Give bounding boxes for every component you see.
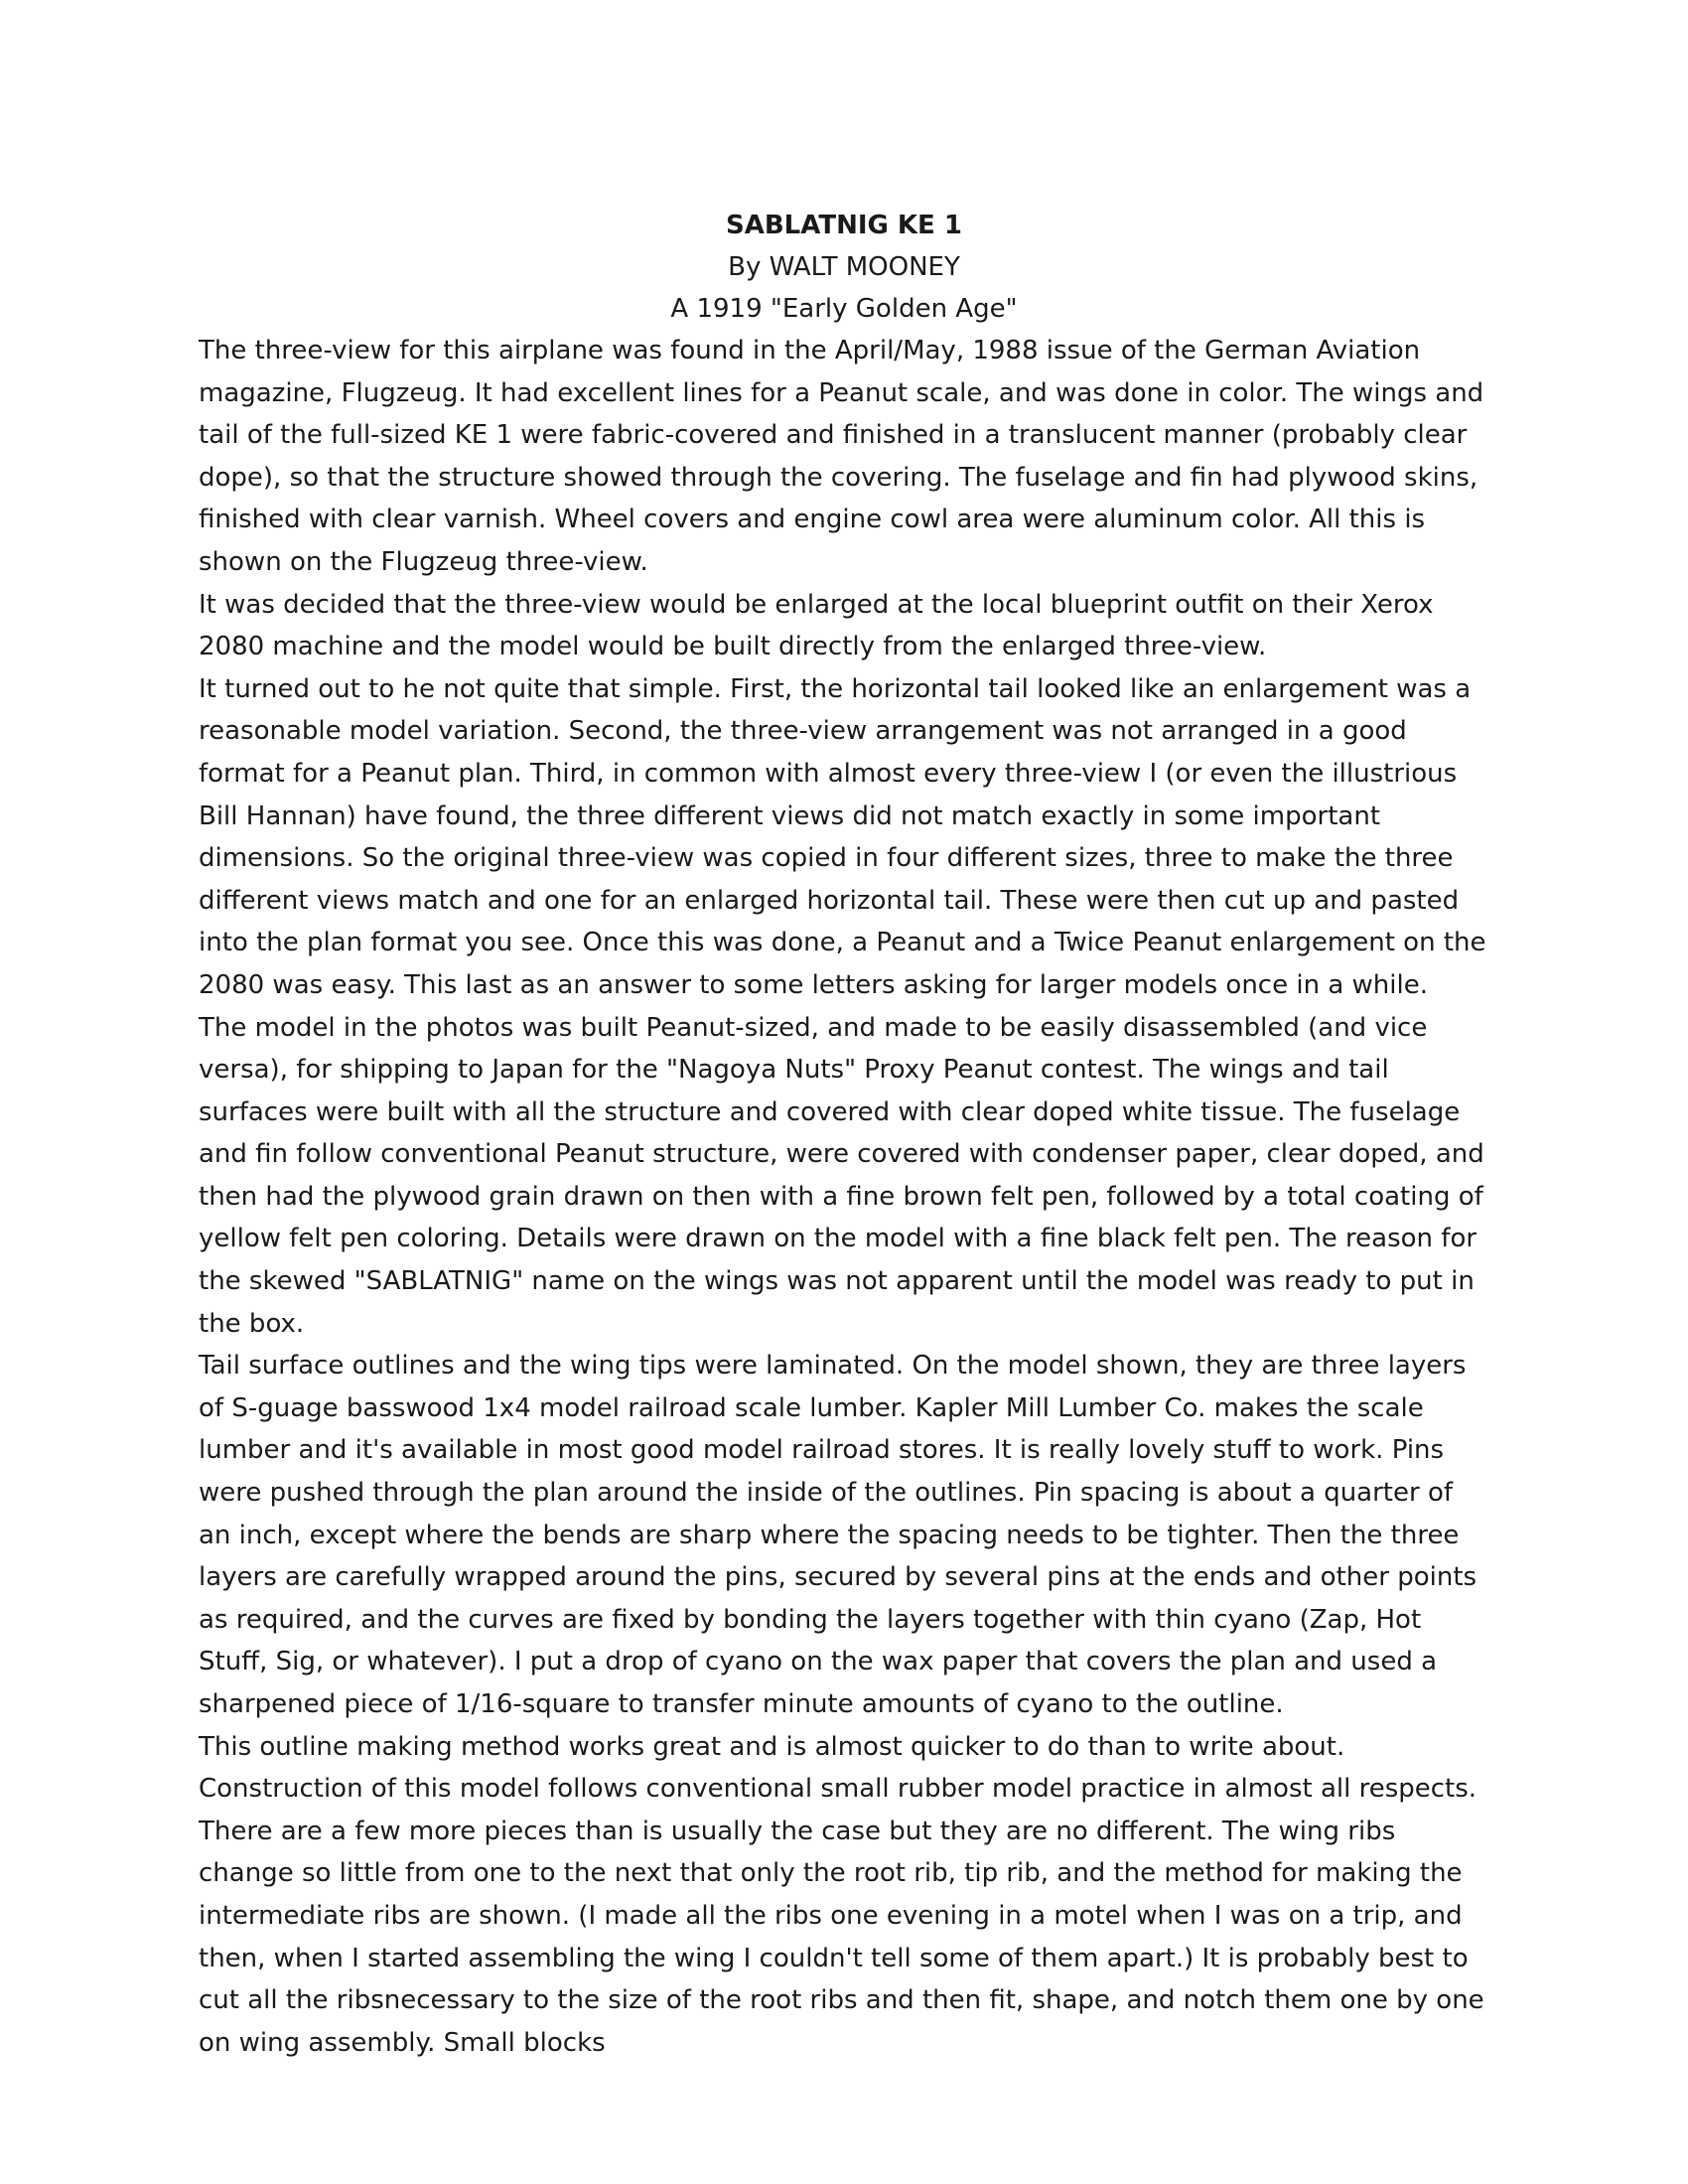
paragraph-6: This outline making method works great and is almost quicker to do than to write about. — [199, 1731, 1345, 1762]
article-body — [199, 330, 1489, 2064]
title-block — [199, 205, 1489, 330]
paragraph-3: It turned out to he not quite that simple. First, the horizontal tail looked like an enlargement was a reasonable model variation. Second, the three-view arrangement was not arranged in a good format for a Peanut plan. Third, in common with almost every three-view I (or even the illustrious Bill Hannan) have found, the three different views did not match exactly in some important dimensions. So the original three-view was copied in four different sizes, three to make the three different views match and one for an enlarged horizontal tail. These were then cut up and pasted into the plan format you see. Once this was done, a Peanut and a Twice Peanut enlargement on the 2080 was easy. This last as an answer to some letters asking for larger models once in a while. — [199, 673, 1486, 1000]
document-byline: By WALT MOONEY — [728, 252, 960, 282]
paragraph-2: It was decided that the three-view would be enlarged at the local blueprint outfit on their Xerox 2080 machine and the model would be built directly from the enlarged three-view. — [199, 589, 1434, 662]
document-title: SABLATNIG KE 1 — [726, 211, 962, 240]
paragraph-1: The three-view for this airplane was found in the April/May, 1988 issue of the German Aviation magazine, Flugzeug. It had excellent lines for a Peanut scale, and was done in color. The wings and tail of the full-sized KE 1 were fabric-covered and finished in a translucent manner (probably clear dope), so that the structure showed through the covering. The fuselage and fin had plywood skins, finished with clear varnish. Wheel covers and engine cowl area were aluminum color. All this is shown on the Flugzeug three-view. — [199, 336, 1484, 577]
paragraph-4: The model in the photos was built Peanut-sized, and made to be easily disassembled (and vice versa), for shipping to Japan for the "Nagoya Nuts" Proxy Peanut contest. The wings and tail surfaces were built with all the structure and covered with clear doped white tissue. The fuselage and fin follow conventional Peanut structure, were covered with condenser paper, clear doped, and then had the plywood grain drawn on then with a fine brown felt pen, followed by a total coating of yellow felt pen coloring. Details were drawn on the model with a fine black felt pen. The reason for the skewed "SABLATNIG" name on the wings was not apparent until the model was ready to put in the box. — [199, 1012, 1484, 1339]
paragraph-7: Construction of this model follows conventional small rubber model practice in almost all respects. There are a few more pieces than is usually the case but they are no different. The wing ribs change so little from one to the next that only the root rib, tip rib, and the method for making the intermediate ribs are shown. (I made all the ribs one evening in a motel when I was on a trip, and then, when I started assembling the wing I couldn't tell some of them apart.) It is probably best to cut all the ribsnecessary to the size of the root ribs and then fit, shape, and notch them one by one on wing assembly. Small blocks — [199, 1774, 1484, 2058]
document-page — [199, 199, 1489, 2064]
paragraph-5: Tail surface outlines and the wing tips were laminated. On the model shown, they are three layers of S-guage basswood 1x4 model railroad scale lumber. Kapler Mill Lumber Co. makes the scale lumber and it's available in most good model railroad stores. It is really lovely stuff to work. Pins were pushed through the plan around the inside of the outlines. Pin spacing is about a quarter of an inch, except where the bends are sharp where the spacing needs to be tighter. Then the three layers are carefully wrapped around the pins, secured by several pins at the ends and other points as required, and the curves are fixed by bonding the layers together with thin cyano (Zap, Hot Stuff, Sig, or whatever). I put a drop of cyano on the wax paper that covers the plan and used a sharpened piece of 1/16-square to transfer minute amounts of cyano to the outline. — [199, 1351, 1477, 1719]
document-subtitle: A 1919 "Early Golden Age" — [670, 294, 1018, 324]
